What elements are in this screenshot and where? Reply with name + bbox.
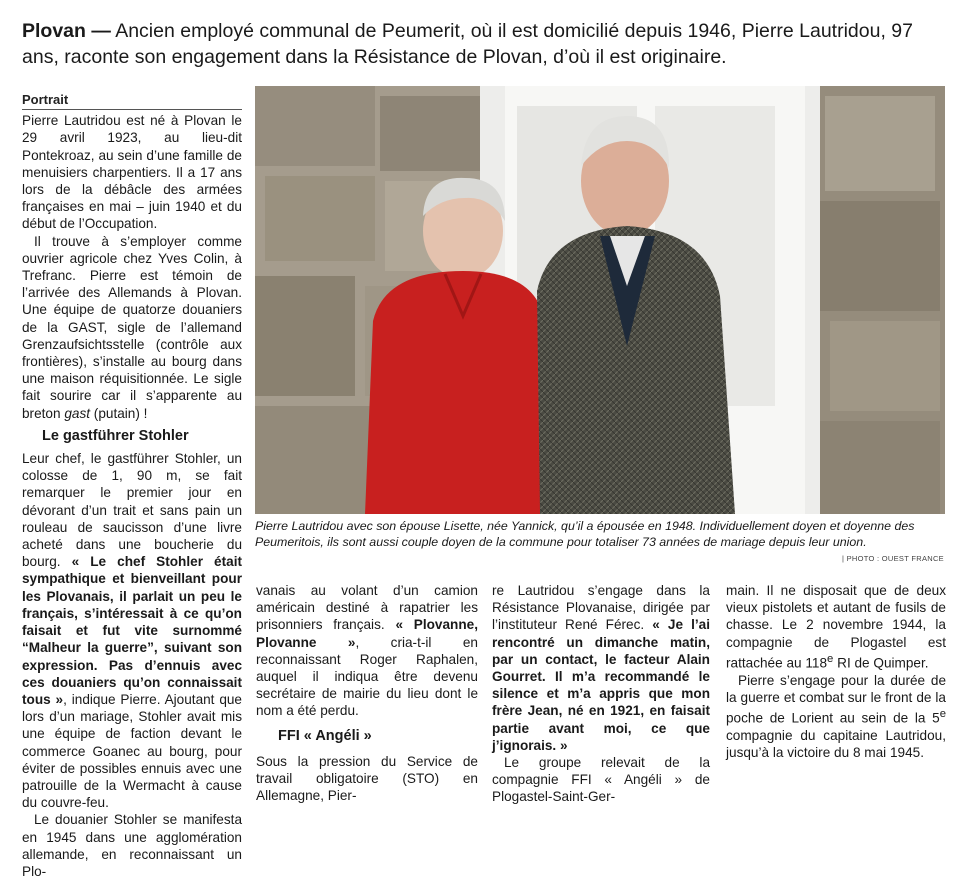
paragraph: Sous la pression du Service de travail obligatoire (STO) en Allemagne, Pier-: [256, 753, 478, 804]
column-3: [492, 582, 710, 806]
paragraph-text: , indique Pierre. Ajoutant que lors d’un mariage, Stohler avait mis une équipe de faction devant le commerce Goanec au bourg, pour éviter de possibles ennuis avec une patrouille de la Wermacht à cause du couvre-feu.: [22, 691, 242, 811]
quote: « Je l’ai rencontré un dimanche matin, par un contact, le facteur Alain Gourret. Il m’a recommandé le silence et m’a appris que mon frère Jean, né en 1921, en faisait partie avant moi, ce que j’ignorais. »: [492, 617, 711, 753]
paragraph: [726, 582, 946, 672]
italic-word: gast: [64, 405, 91, 421]
paragraph-text: re Lautridou s’engage dans la Résistance Plovanaise, dirigée par l’instituteur René Férec.: [492, 583, 710, 633]
superscript: e: [827, 652, 834, 665]
paragraph-text: vanais au volant d’un camion américain destiné à rapatrier les prisonniers français.: [256, 583, 478, 633]
paragraph-text: , cria-t-il en reconnaissant Roger Raphalen, auquel il indiqua être devenu secrétaire de mairie du lieu dont le nom a été perdu.: [256, 634, 478, 719]
photo-caption: Pierre Lautridou avec son épouse Lisette, née Yannick, qu’il a épousée en 1948. Individuellement doyen et doyenne des Peumeritois, ils sont aussi couple doyen de la commune pour totaliser 73 années de mariage depuis leur union.: [255, 519, 915, 549]
subheading: FFI « Angéli »: [278, 727, 372, 744]
lead-location: Plovan —: [22, 20, 111, 42]
superscript: e: [939, 707, 946, 720]
lead-text: Ancien employé communal de Peumerit, où il est domicilié depuis 1946, Pierre Lautridou, 97 ans, raconte son engagement dans la Résistance de Plovan, d’où il est originaire.: [22, 20, 913, 68]
paragraph-text: main. Il ne disposait que de deux vieux pistolets et autant de fusils de chasse. Le 2 novembre 1944, la compagnie de Plogastel est rattachée au 118: [726, 583, 946, 671]
paragraph: [492, 582, 710, 754]
paragraph-text: Pierre s’engage pour la durée de la guerre et combat sur le front de la poche de Lorient au sein de la 5: [726, 672, 946, 726]
column-1: [22, 91, 242, 880]
paragraph: [726, 672, 946, 762]
paragraph: [22, 450, 242, 811]
article-photo: [255, 86, 945, 514]
paragraph-text: Il trouve à s’employer comme ouvrier agricole chez Yves Colin, à Trefranc. Pierre est témoin de l’arrivée des Allemands à Plovan. Une équipe de quatorze douaniers de la GAST, sigle de l’allemand Grenzaufsichtsstelle (contrôle aux frontières), s’installe au bourg dans une maison réquisitionnée. Le sigle fait sourire car il s’apparente au breton: [22, 233, 242, 421]
paragraph: Le douanier Stohler se manifesta en 1945 dans une agglomération allemande, en reconnaissant un Plo-: [22, 812, 242, 879]
quote: « Plovanne, Plovanne »: [256, 617, 478, 650]
column-4: [726, 582, 946, 761]
paragraph-text: RI de Quimper.: [833, 655, 929, 671]
paragraph: Le groupe relevait de la compagnie FFI « Angéli » de Plogastel-Saint-Ger-: [492, 755, 710, 805]
cut-headline-strip: [0, 0, 953, 10]
paragraph: [256, 582, 478, 720]
paragraph: [22, 233, 242, 422]
photo-credit: | PHOTO : OUEST FRANCE: [841, 554, 944, 563]
paragraph-text: compagnie du capitaine Lautridou, jusqu’à la victoire du 8 mai 1945.: [726, 727, 946, 760]
subheading: Le gastführer Stohler: [42, 427, 189, 444]
column-2: [256, 582, 478, 804]
article-lead: [22, 18, 942, 70]
photo-couple-image: [255, 86, 945, 514]
section-kicker: Portrait: [22, 91, 242, 110]
paragraph-text: (putain) !: [90, 405, 148, 421]
quote: « Le chef Stohler était sympathique et bienveillant pour les Plovanais, il parlait un peu le français, s’intéressait à ce qu’on faisait et fut vite surnommé “Malheur la guerre”, suivant son expression. Pas d’ennuis avec ces douaniers qu’on connaissait tous »: [22, 554, 242, 707]
paragraph-text: Leur chef, le gastführer Stohler, un colosse de 1, 90 m, se fait remarquer le premier jour en dévorant d’un trait et sans pain un rouleau de saucisson d’une livre acheté dans une boucherie du bourg.: [22, 451, 242, 570]
paragraph: Pierre Lautridou est né à Plovan le 29 avril 1923, au lieu-dit Pontekroaz, au sein d’une famille de menuisiers charpentiers. Il a 17 ans lors de la débâcle des armées françaises en mai – juin 1940 et du début de l’Occupation.: [22, 113, 242, 232]
